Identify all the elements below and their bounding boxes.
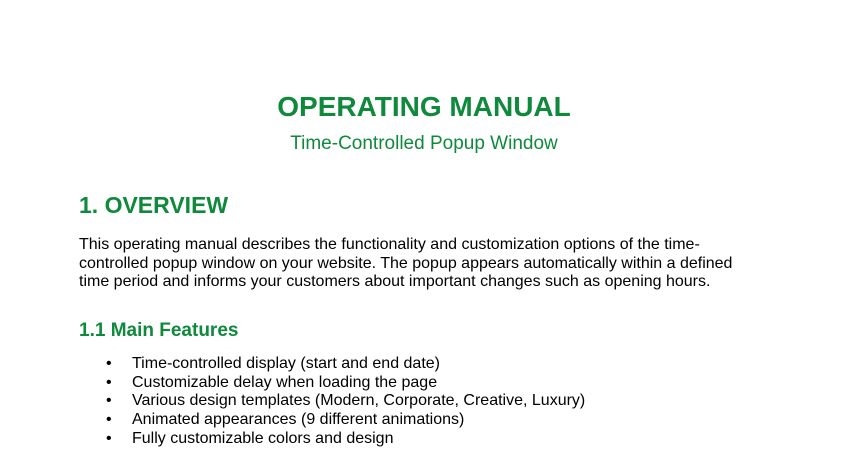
- overview-paragraph: This operating manual describes the functionality and customization options of the time-controlled popup window on your website. The popup appears automatically within a defined time period and informs your customers about important changes such as opening hours.: [79, 236, 733, 291]
- list-item: [79, 411, 585, 430]
- list-item-text: Fully customizable colors and design: [132, 429, 394, 447]
- list-item-text: Customizable delay when loading the page: [132, 373, 438, 391]
- section-heading-overview: 1. OVERVIEW: [79, 192, 229, 218]
- list-item: [79, 392, 585, 411]
- document-subtitle: Time-Controlled Popup Window: [290, 133, 558, 154]
- main-features-list: [79, 355, 585, 449]
- document-title: OPERATING MANUAL: [277, 91, 571, 122]
- list-item-text: Animated appearances (9 different animations): [132, 411, 465, 429]
- list-item: [79, 355, 585, 374]
- subsection-heading-main-features: 1.1 Main Features: [79, 320, 239, 341]
- bullet-icon: •: [106, 355, 112, 372]
- bullet-icon: •: [106, 429, 112, 447]
- list-item-text: Various design templates (Modern, Corporate, Creative, Luxury): [132, 392, 586, 410]
- bullet-icon: •: [106, 411, 112, 429]
- bullet-icon: •: [106, 392, 112, 410]
- bullet-icon: •: [106, 373, 112, 391]
- list-item: [79, 430, 585, 449]
- list-item-text: Time-controlled display (start and end date): [132, 355, 440, 372]
- list-item: [79, 374, 585, 393]
